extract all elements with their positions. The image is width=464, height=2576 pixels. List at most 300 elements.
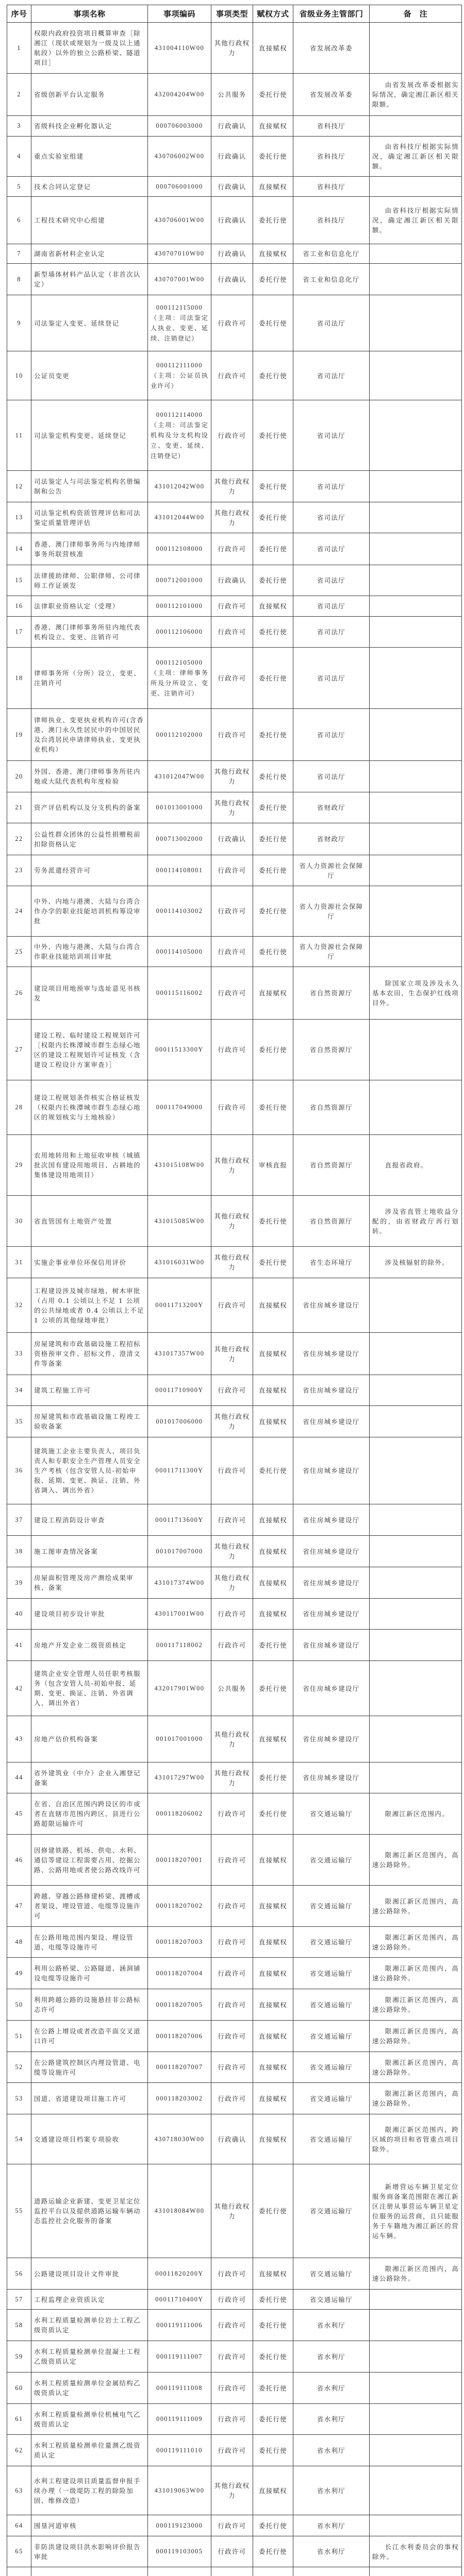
row-item-name: 建筑施工企业主要负责人、项目负责人和专职安全生产管理人员安全生产考核（包含安管人员-初始申报、延期、变更、换证、注销、外省调入、调出外省）: [31, 1437, 148, 1504]
item-code-value: 000118203002: [156, 2094, 203, 2102]
row-item-type: 其他行政权力: [211, 1406, 253, 1437]
table-row: [7, 2052, 462, 2083]
row-item-type: 行政许可: [211, 855, 253, 886]
row-serial-number: 52: [7, 2052, 31, 2083]
row-remarks: [370, 1599, 462, 1630]
row-item-code: [148, 2258, 211, 2290]
table-row: [7, 792, 462, 823]
row-remarks: [370, 709, 462, 761]
row-serial-number: 32: [7, 1278, 31, 1333]
row-empowerment-mode: 委托行使: [253, 400, 293, 471]
row-provincial-department: 省水利厅: [293, 2466, 370, 2515]
row-provincial-department: 省科技厅: [293, 116, 370, 137]
row-empowerment-mode: 委托行使: [253, 1247, 293, 1278]
item-code-value: 000119123000: [156, 2521, 203, 2529]
row-serial-number: 26: [7, 967, 31, 1020]
row-item-code: [148, 1886, 211, 1927]
row-remarks: 新增营运车辆卫星定位服务商备案范围限在湘江新区注册从事营运车辆卫星定位服务的运营商，且只能服务于车籍地为湘江新区的营运车辆。: [370, 2164, 462, 2258]
row-item-code: [148, 1020, 211, 1080]
row-remarks: [370, 1716, 462, 1762]
row-item-name: 房地产估价机构备案: [31, 1716, 148, 1762]
row-empowerment-mode: 委托行使: [253, 886, 293, 937]
row-empowerment-mode: 直接赋权: [253, 2114, 293, 2164]
table-row: [7, 533, 462, 565]
row-provincial-department: 省交通运输厅: [293, 1927, 370, 1958]
header-empowerment-mode: 赋权方式: [253, 5, 293, 23]
row-provincial-department: 省人力资源社会保障厅: [293, 937, 370, 967]
row-item-type: 其他行政权力: [211, 1536, 253, 1567]
row-provincial-department: 省工业和信息化厅: [293, 244, 370, 264]
row-item-type: 行政许可: [211, 1630, 253, 1661]
row-provincial-department: 省交通运输厅: [293, 1793, 370, 1835]
row-provincial-department: 省住房城乡建设厅: [293, 1333, 370, 1375]
row-provincial-department: 省司法厅: [293, 351, 370, 400]
table-row: [7, 1567, 462, 1599]
row-remarks: [370, 1278, 462, 1333]
row-empowerment-mode: 直接赋权: [253, 967, 293, 1020]
row-provincial-department: 省发展改革委: [293, 74, 370, 116]
row-serial-number: 15: [7, 565, 31, 596]
row-provincial-department: 省工业和信息化厅: [293, 264, 370, 295]
row-empowerment-mode: 直接赋权: [253, 116, 293, 137]
row-serial-number: 61: [7, 2404, 31, 2435]
row-remarks: [370, 1630, 462, 1661]
row-provincial-department: 省交通运输厅: [293, 1886, 370, 1927]
item-code-value: 431012044W00: [154, 514, 205, 521]
item-code-main-item-note: （主项：公证员执业许可）: [151, 371, 208, 389]
row-empowerment-mode: 委托行使: [253, 2515, 293, 2536]
row-item-code: [148, 1793, 211, 1835]
row-item-name: 司法鉴定人变更、延续登记: [31, 295, 148, 351]
row-remarks: 长江水利委员会的事权除外。: [370, 2536, 462, 2567]
row-remarks: [370, 2515, 462, 2536]
table-row: [7, 1080, 462, 1135]
row-serial-number: 18: [7, 648, 31, 709]
table-row: [7, 1630, 462, 1661]
row-item-code: [148, 1196, 211, 1247]
row-serial-number: 19: [7, 709, 31, 761]
item-code-value: 431015085W00: [154, 1217, 205, 1225]
table-row: [7, 197, 462, 244]
row-remarks: 由省科技厅根据实际情况，确定湘江新区相关限额。: [370, 197, 462, 244]
row-item-type: 行政许可: [211, 351, 253, 400]
row-item-code: [148, 565, 211, 596]
table-row: [7, 1333, 462, 1375]
row-item-name: 建设项目初步设计审批: [31, 1599, 148, 1630]
row-item-code: [148, 2435, 211, 2466]
row-provincial-department: 省交通运输厅: [293, 1989, 370, 2021]
row-item-name: 公益性群众团体的公益性捐赠税前扣除资格认定: [31, 823, 148, 855]
header-item-name: 事项名称: [31, 5, 148, 23]
row-remarks: 涉及核辐射的除外。: [370, 1247, 462, 1278]
item-code-value: 000118207001: [156, 1856, 203, 1863]
row-item-name: 省直管国有土地资产处置: [31, 1196, 148, 1247]
row-empowerment-mode: 委托行使: [253, 264, 293, 295]
row-serial-number: 28: [7, 1080, 31, 1135]
row-remarks: [370, 2404, 462, 2435]
row-item-name: 房地产开发企业二级资质核定: [31, 1630, 148, 1661]
row-empowerment-mode: 委托行使: [253, 2341, 293, 2372]
row-remarks: [370, 1080, 462, 1135]
row-item-name: 中外、内地与港澳、大陆与台湾合作职业技能培训项目审批: [31, 937, 148, 967]
table-row: [7, 1989, 462, 2021]
row-item-code: [148, 2466, 211, 2515]
row-item-code: [148, 1716, 211, 1762]
row-empowerment-mode: 委托行使: [253, 1630, 293, 1661]
row-remarks: [370, 1020, 462, 1080]
row-item-name: 司法鉴定人与司法鉴定机构名册编制和公告: [31, 471, 148, 502]
row-empowerment-mode: 直接赋权: [253, 177, 293, 197]
row-item-type: 其他行政权力: [211, 1762, 253, 1793]
row-item-name: 湖南省新材料企业认定: [31, 244, 148, 264]
row-item-name: 建设工程规划条件核实合格证核发（权限内长株潭城市群生态绿心地区的规划核实与土地核验）: [31, 1080, 148, 1135]
row-remarks: [370, 2567, 462, 2576]
row-provincial-department: 省自然资源厅: [293, 1080, 370, 1135]
table-row: [7, 2021, 462, 2052]
row-serial-number: 46: [7, 1835, 31, 1886]
row-provincial-department: 省水利厅: [293, 2310, 370, 2341]
table-row: [7, 2404, 462, 2435]
table-row: [7, 1406, 462, 1437]
row-item-name: 重点实验室组建: [31, 137, 148, 177]
item-code-value: 431016031W00: [154, 1258, 205, 1266]
row-item-type: 行政确认: [211, 137, 253, 177]
row-empowerment-mode: 委托行使: [253, 2164, 293, 2258]
row-item-type: 行政许可: [211, 295, 253, 351]
row-remarks: [370, 565, 462, 596]
row-item-name: 水利工程质量检测单位机械电气乙级资质认定: [31, 2404, 148, 2435]
item-code-value: 000119111007: [156, 2352, 203, 2360]
row-item-type: 其他行政权力: [211, 1196, 253, 1247]
row-item-code: [148, 617, 211, 648]
table-row: [7, 2567, 462, 2576]
table-row: [7, 1958, 462, 1989]
row-item-name: 交通建设项目档案专项验收: [31, 2114, 148, 2164]
row-item-type: 行政许可: [211, 2290, 253, 2310]
row-serial-number: 21: [7, 792, 31, 823]
table-row: [7, 855, 462, 886]
row-item-code: [148, 1835, 211, 1886]
row-remarks: [370, 2341, 462, 2372]
table-body: [7, 23, 462, 2576]
row-item-type: 行政许可: [211, 1437, 253, 1504]
row-provincial-department: 省财政厅: [293, 823, 370, 855]
row-item-type: 行政许可: [211, 2515, 253, 2536]
row-serial-number: 7: [7, 244, 31, 264]
header-item-code: 事项编码: [148, 5, 211, 23]
row-remarks: [370, 1406, 462, 1437]
table-row: [7, 1793, 462, 1835]
row-serial-number: 23: [7, 855, 31, 886]
row-provincial-department: 省司法厅: [293, 400, 370, 471]
item-code-value: 000118207006: [156, 2032, 203, 2040]
item-code-value: 001017001000: [156, 1735, 203, 1742]
row-item-name: 房屋建筑和市政基础设施工程竣工验收备案: [31, 1406, 148, 1437]
row-remarks: [370, 617, 462, 648]
item-code-main-item-note: （主项：司法鉴定机构及分支机构设立、变更、延续、注销登记）: [151, 421, 208, 460]
item-code-value: 430718030W00: [154, 2135, 205, 2143]
row-item-name: 香港、澳门律师事务所与内地律师事务所联营核准: [31, 533, 148, 565]
item-code-value: 431012042W00: [154, 482, 205, 490]
row-item-type: 其他行政权力: [211, 2164, 253, 2258]
row-item-type: 其他行政权力: [211, 1247, 253, 1278]
row-item-name: 施工图审查情况备案: [31, 1536, 148, 1567]
row-remarks: 涉及省直管土地收益分配的，由省财政厅再行划转。: [370, 1196, 462, 1247]
row-remarks: 直报省政府。: [370, 1135, 462, 1196]
row-item-type: 行政许可: [211, 400, 253, 471]
item-code-value: 000713002000: [156, 835, 203, 842]
item-code-value: 000118207004: [156, 1969, 203, 1977]
row-provincial-department: 省交通运输厅: [293, 2114, 370, 2164]
row-item-type: 行政许可: [211, 2310, 253, 2341]
row-remarks: [370, 761, 462, 792]
row-item-code: [148, 2290, 211, 2310]
row-item-name: 水利工程建设项目质量监督申报手续办理（一级堤防工程的除险加固、维修改造）: [31, 2466, 148, 2515]
table-row: [7, 2515, 462, 2536]
row-empowerment-mode: 委托行使: [253, 565, 293, 596]
table-row: [7, 1247, 462, 1278]
row-serial-number: 37: [7, 1504, 31, 1536]
row-item-code: [148, 1567, 211, 1599]
table-row: [7, 2372, 462, 2404]
table-row: [7, 1196, 462, 1247]
row-empowerment-mode: 委托行使: [253, 295, 293, 351]
row-item-name: 技术合同认定登记: [31, 177, 148, 197]
row-provincial-department: 省交通运输厅: [293, 2258, 370, 2290]
row-remarks: [370, 264, 462, 295]
row-serial-number: 35: [7, 1406, 31, 1437]
row-item-code: [148, 2341, 211, 2372]
row-item-name: 利用公路桥梁、公路隧道、涵洞铺设电缆等设施许可: [31, 1958, 148, 1989]
row-item-type: 行政确认: [211, 823, 253, 855]
row-item-name: 水利工程质量检测单位混凝土工程乙级资质认定: [31, 2341, 148, 2372]
row-item-type: 行政许可: [211, 1020, 253, 1080]
row-serial-number: 54: [7, 2114, 31, 2164]
row-item-code: [148, 1437, 211, 1504]
table-row: [7, 1716, 462, 1762]
row-serial-number: 43: [7, 1716, 31, 1762]
row-item-name: 权限内政府投资项目概算审查［除湘江（现状或规划为一级及以上通航段）以外的独立公路桥梁、隧道项目］: [31, 23, 148, 74]
row-item-code: [148, 177, 211, 197]
table-row: [7, 2083, 462, 2114]
row-empowerment-mode: 直接赋权: [253, 1278, 293, 1333]
row-remarks: 限湘江新区范围内，高速公路除外。: [370, 1927, 462, 1958]
row-item-type: 行政许可: [211, 2435, 253, 2466]
row-remarks: [370, 2466, 462, 2515]
row-item-type: 其他行政权力: [211, 23, 253, 74]
table-row: [7, 1536, 462, 1567]
row-item-code: [148, 2114, 211, 2164]
row-serial-number: 63: [7, 2466, 31, 2515]
item-code-value: 000112105000: [156, 658, 203, 666]
row-item-code: [148, 23, 211, 74]
row-serial-number: 56: [7, 2258, 31, 2290]
row-provincial-department: 省住房城乡建设厅: [293, 1437, 370, 1504]
row-item-name: [31, 2567, 148, 2576]
item-code-value: 000119111009: [156, 2415, 203, 2422]
row-provincial-department: 省交通运输厅: [293, 1958, 370, 1989]
row-serial-number: 6: [7, 197, 31, 244]
row-item-type: 公共服务: [211, 1661, 253, 1716]
row-serial-number: 59: [7, 2341, 31, 2372]
row-item-name: 建设工程、临时建设工程规划许可［权限内长株潭城市群生态绿心地区的建设工程规划许可证核发（含建设工程设计方案审查）］: [31, 1020, 148, 1080]
row-remarks: [370, 2310, 462, 2341]
row-item-code: [148, 1958, 211, 1989]
row-item-code: [148, 1406, 211, 1437]
row-empowerment-mode: 直接赋权: [253, 1989, 293, 2021]
item-code-value: 000119111008: [156, 2384, 203, 2392]
row-remarks: [370, 502, 462, 533]
item-code-value: 00011713200Y: [155, 1301, 204, 1309]
row-provincial-department: 省住房城乡建设厅: [293, 1406, 370, 1437]
row-item-type: 行政许可: [211, 2052, 253, 2083]
row-serial-number: 29: [7, 1135, 31, 1196]
row-item-code: [148, 1247, 211, 1278]
row-serial-number: 62: [7, 2435, 31, 2466]
row-item-type: 行政许可: [211, 937, 253, 967]
row-empowerment-mode: 委托行使: [253, 709, 293, 761]
item-code-value: 431017374W00: [154, 1579, 205, 1586]
row-item-name: 在公路建筑控制区内埋设管道、电缆等设施许可: [31, 2052, 148, 2083]
row-empowerment-mode: 直接赋权: [253, 1599, 293, 1630]
item-code-value: 000117118002: [156, 1641, 203, 1649]
item-code-value: 000114103002: [156, 907, 203, 914]
row-remarks: [370, 886, 462, 937]
row-serial-number: 45: [7, 1793, 31, 1835]
row-serial-number: 44: [7, 1762, 31, 1793]
table-row: [7, 709, 462, 761]
row-item-code: [148, 1989, 211, 2021]
row-empowerment-mode: 直接赋权: [253, 1333, 293, 1375]
row-item-type: 行政确认: [211, 197, 253, 244]
row-item-code: [148, 2083, 211, 2114]
row-empowerment-mode: 委托行使: [253, 2310, 293, 2341]
row-item-type: 行政许可: [211, 709, 253, 761]
table-row: [7, 2310, 462, 2341]
row-serial-number: 8: [7, 264, 31, 295]
row-empowerment-mode: 审核直报: [253, 1135, 293, 1196]
table-row: [7, 1135, 462, 1196]
row-serial-number: 12: [7, 471, 31, 502]
row-item-code: [148, 471, 211, 502]
item-code-value: 000112115000: [156, 303, 203, 311]
row-serial-number: 11: [7, 400, 31, 471]
row-empowerment-mode: 委托行使: [253, 533, 293, 565]
row-provincial-department: 省司法厅: [293, 761, 370, 792]
row-provincial-department: 省住房城乡建设厅: [293, 1599, 370, 1630]
row-item-code: [148, 1927, 211, 1958]
item-code-value: 000114108001: [156, 867, 203, 874]
row-item-name: 因修建铁路、机场、供电、水利、通信等建设工程需要占用、挖掘公路、公路用地或者使公路改线许可: [31, 1835, 148, 1886]
row-serial-number: 10: [7, 351, 31, 400]
header-serial-number: 序号: [7, 5, 31, 23]
row-item-code: [148, 2567, 211, 2576]
row-item-name: 在公路上增设或者改造平面交叉道口许可: [31, 2021, 148, 2052]
row-serial-number: 22: [7, 823, 31, 855]
row-item-type: 公共服务: [211, 74, 253, 116]
row-serial-number: 33: [7, 1333, 31, 1375]
item-code-value: 00011713600Y: [155, 1516, 204, 1523]
row-item-code: [148, 648, 211, 709]
row-item-name: 劳务派遣经营许可: [31, 855, 148, 886]
table-row: [7, 2536, 462, 2567]
item-code-value: 432017901W00: [154, 1684, 205, 1692]
row-item-type: 其他行政权力: [211, 502, 253, 533]
row-item-name: 建设项目用地预审与选址意见书核发: [31, 967, 148, 1020]
row-remarks: 限湘江新区范围内，高速公路除外。: [370, 2258, 462, 2290]
row-item-code: [148, 137, 211, 177]
header-provincial-department: 省级业务主管部门: [293, 5, 370, 23]
row-item-type: 行政许可: [211, 2258, 253, 2290]
row-item-type: 行政确认: [211, 177, 253, 197]
row-item-name: 司法鉴定机构资质管理评估和司法鉴定质量管理评估: [31, 502, 148, 533]
row-item-code: [148, 2515, 211, 2536]
item-code-value: 00011711300Y: [155, 1467, 204, 1474]
item-code-value: 430707010W00: [154, 250, 205, 257]
row-serial-number: 50: [7, 1989, 31, 2021]
item-code-value: 431004110W00: [154, 44, 205, 52]
row-item-type: 行政许可: [211, 2021, 253, 2052]
row-provincial-department: 省生态环境厅: [293, 1247, 370, 1278]
item-code-value: 000112114000: [156, 411, 203, 418]
table-row: [7, 1835, 462, 1886]
row-item-name: 法律职业资格认定（受理）: [31, 596, 148, 617]
row-serial-number: 48: [7, 1927, 31, 1958]
row-item-type: 行政许可: [211, 967, 253, 1020]
row-item-name: 水利工程质量检测单位岩土工程乙级资质认定: [31, 2310, 148, 2341]
table-header-row: [7, 5, 462, 23]
row-item-name: 利用跨越公路的设施悬挂非公路标志许可: [31, 1989, 148, 2021]
table-row: [7, 565, 462, 596]
row-serial-number: 4: [7, 137, 31, 177]
row-item-code: [148, 1504, 211, 1536]
row-serial-number: 14: [7, 533, 31, 565]
table-row: [7, 2341, 462, 2372]
table-row: [7, 1599, 462, 1630]
row-serial-number: 40: [7, 1599, 31, 1630]
row-item-name: 法律援助律师、公职律师、公司律师工作证颁发: [31, 565, 148, 596]
row-empowerment-mode: 委托行使: [253, 1080, 293, 1135]
table-row: [7, 1504, 462, 1536]
row-item-code: [148, 937, 211, 967]
row-empowerment-mode: 直接赋权: [253, 1886, 293, 1927]
row-serial-number: 60: [7, 2372, 31, 2404]
row-empowerment-mode: 直接赋权: [253, 1504, 293, 1536]
row-remarks: [370, 937, 462, 967]
row-empowerment-mode: 直接赋权: [253, 244, 293, 264]
row-item-type: 行政许可: [211, 617, 253, 648]
row-item-type: 行政许可: [211, 1375, 253, 1406]
item-code-value: 00011710900Y: [155, 1386, 204, 1394]
row-serial-number: 25: [7, 937, 31, 967]
row-provincial-department: 省自然资源厅: [293, 1020, 370, 1080]
row-serial-number: 5: [7, 177, 31, 197]
row-item-name: 建设工程消防设计审查: [31, 1504, 148, 1536]
row-item-type: 行政确认: [211, 2114, 253, 2164]
row-item-code: [148, 2164, 211, 2258]
row-provincial-department: 省水利厅: [293, 2435, 370, 2466]
row-remarks: [370, 177, 462, 197]
row-remarks: [370, 1536, 462, 1567]
item-code-value: 00011513300Y: [155, 1046, 204, 1053]
item-code-value: 001017006000: [156, 1417, 203, 1425]
row-empowerment-mode: 委托行使: [253, 502, 293, 533]
row-serial-number: 65: [7, 2536, 31, 2567]
row-item-code: [148, 886, 211, 937]
row-empowerment-mode: 委托行使: [253, 74, 293, 116]
table-row: [7, 967, 462, 1020]
row-item-name: 道路运输企业新建、变更卫星定位监控平台以及提供道路运输车辆动态监控社会化服务的备案: [31, 2164, 148, 2258]
